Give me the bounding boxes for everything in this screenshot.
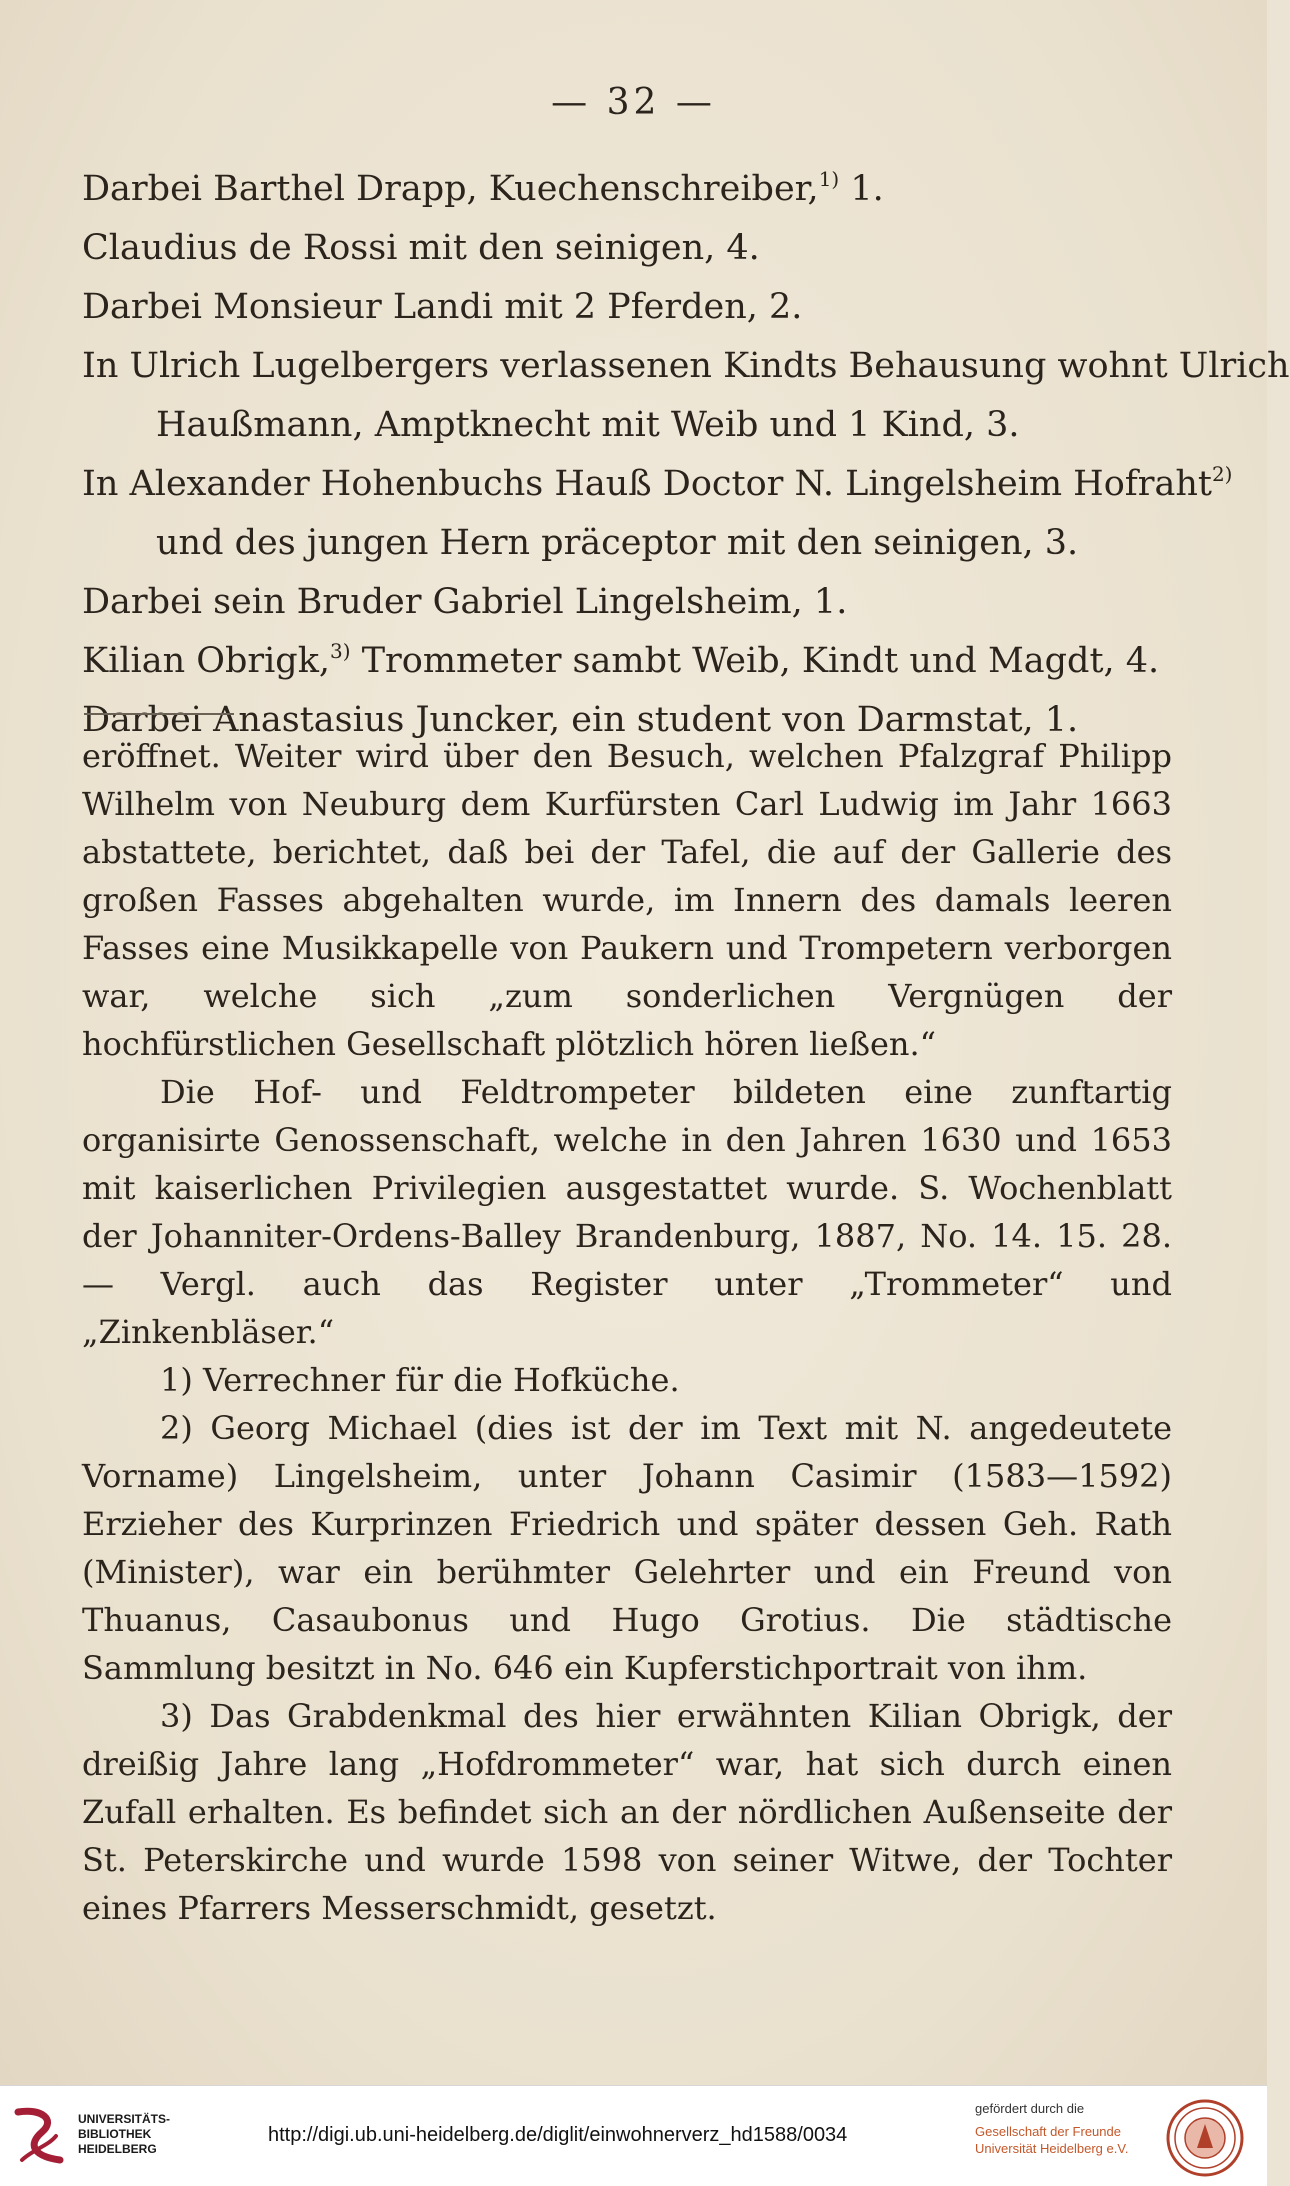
library-name-line: HEIDELBERG xyxy=(78,2142,157,2156)
roster-entry xyxy=(82,219,1182,278)
sponsor-name-line: Universität Heidelberg e.V. xyxy=(975,2141,1129,2156)
library-logo-icon xyxy=(12,2106,68,2166)
sponsor-name-line: Gesellschaft der Freunde xyxy=(975,2124,1121,2139)
roster-entry-text: 1. xyxy=(839,169,884,209)
footnote-paragraph: eröffnet. Weiter wird über den Besuch, welchen Pfalzgraf Philipp Wilhelm von Neuburg dem Kurfürsten Carl Ludwig im Jahr 1663 abstattete, berichtet, daß bei der Tafel, die auf der Gallerie des großen Fasses abgehalten wurde, im Innern des damals leeren Fasses eine Musikkapelle von Paukern und Trompetern verborgen war, welche sich „zum sonderlichen Vergnügen der hochfürstlichen Gesellschaft plötzlich hören ließen.“ xyxy=(82,737,1172,1063)
roster-entry xyxy=(82,514,1182,573)
university-seal-icon xyxy=(1165,2098,1245,2178)
footnote-paragraph: 2) Georg Michael (dies ist der im Text mit N. angedeutete Vorname) Lingelsheim, unter Johann Casimir (1583—1592) Erzieher des Kurprinzen Friedrich und später dessen Geh. Rath (Minister), war ein berühmter Gelehrter und ein Freund von Thuanus, Casaubonus und Hugo Grotius. Die städtische Sammlung besitzt in No. 646 ein Kupferstichportrait von ihm. xyxy=(82,1409,1172,1687)
roster-entry-text: In Alexander Hohenbuchs Hauß Doctor N. Lingelsheim Hofraht xyxy=(82,464,1212,504)
roster-entry xyxy=(82,573,1182,632)
roster-entry-text: Claudius de Rossi mit den seinigen, 4. xyxy=(82,228,760,268)
footnotes xyxy=(82,732,1172,1932)
footnote-marker: 2) xyxy=(1211,462,1233,486)
roster-entry xyxy=(82,278,1182,337)
roster-entry-text: Darbei Anastasius Juncker, ein student von Darmstat, 1. xyxy=(82,700,1079,740)
library-name-line: BIBLIOTHEK xyxy=(78,2127,152,2141)
library-name xyxy=(78,2112,170,2157)
roster-entry-text: Darbei Monsieur Landi mit 2 Pferden, 2. xyxy=(82,287,803,327)
roster-entry xyxy=(82,337,1290,396)
roster-entry-text: Kilian Obrigk, xyxy=(82,641,331,681)
roster-entry xyxy=(82,632,1182,691)
footnote-paragraph: Die Hof- und Feldtrompeter bildeten eine zunftartig organisirte Genossenschaft, welche in den Jahren 1630 und 1653 mit kaiserlichen Privilegien ausgestattet wurde. S. Wochenblatt der Johanniter-Ordens-Balley Brandenburg, 1887, No. 14. 15. 28. — Vergl. auch das Register unter „Trommeter“ und „Zinkenbläser.“ xyxy=(82,1073,1172,1351)
source-url[interactable]: http://digi.ub.uni-heidelberg.de/diglit/einwohnerverz_hd1588/0034 xyxy=(268,2124,848,2146)
roster-entry-text: Darbei Barthel Drapp, Kuechenschreiber, xyxy=(82,169,819,209)
footnote-marker: 1) xyxy=(818,167,840,191)
roster-entry-text: Trommeter sambt Weib, Kindt und Magdt, 4. xyxy=(350,641,1160,681)
page-number: — 32 — xyxy=(551,82,716,123)
roster-entry xyxy=(82,160,1182,219)
roster-entry-text: Darbei sein Bruder Gabriel Lingelsheim, 1. xyxy=(82,582,848,622)
footnote-paragraph: 3) Das Grabdenkmal des hier erwähnten Kilian Obrigk, der dreißig Jahre lang „Hofdrommeter“ war, hat sich durch einen Zufall erhalten. Es befindet sich an der nördlichen Außenseite der St. Peterskirche und wurde 1598 von seiner Witwe, der Tochter eines Pfarrers Messerschmidt, gesetzt. xyxy=(82,1697,1172,1927)
digitization-footer xyxy=(0,2085,1267,2186)
library-name-line: UNIVERSITÄTS- xyxy=(78,2112,171,2126)
footnote-separator xyxy=(84,713,234,715)
footnote-marker: 3) xyxy=(330,639,351,663)
sponsor-label: gefördert durch die xyxy=(975,2101,1085,2116)
household-roster xyxy=(82,160,1290,750)
roster-entry-text: In Ulrich Lugelbergers verlassenen Kindts Behausung wohnt Ulrich xyxy=(82,346,1290,386)
roster-entry-text: und des jungen Hern präceptor mit den seinigen, 3. xyxy=(156,523,1079,563)
sponsor-block xyxy=(975,2100,1155,2157)
footnote-paragraph: 1) Verrechner für die Hofküche. xyxy=(160,1361,680,1399)
roster-entry-text: Haußmann, Amptknecht mit Weib und 1 Kind, 3. xyxy=(156,405,1020,445)
roster-entry xyxy=(82,455,1233,514)
roster-entry xyxy=(82,396,1182,455)
